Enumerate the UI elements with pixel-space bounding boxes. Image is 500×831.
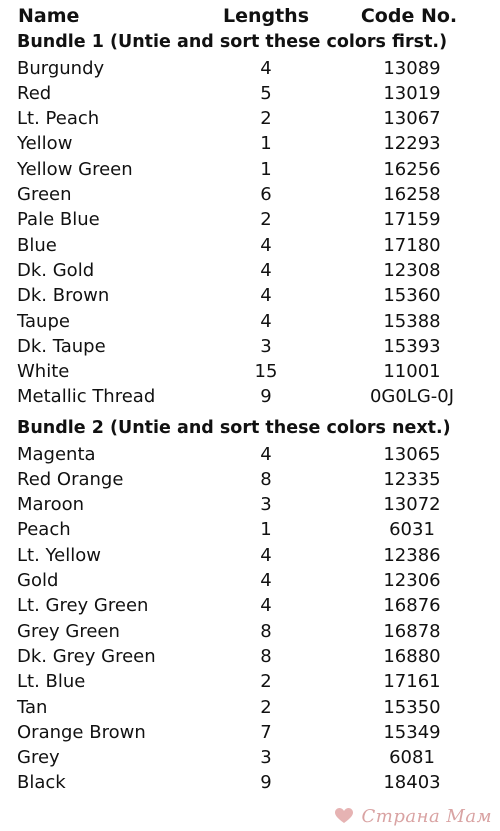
item-lengths: 4	[260, 544, 272, 566]
item-code: 13072	[383, 494, 441, 516]
list-item	[0, 619, 500, 644]
heart-icon	[335, 808, 353, 824]
item-lengths: 2	[260, 209, 272, 231]
item-code: 16256	[383, 158, 441, 180]
list-item	[0, 745, 500, 770]
header-lengths: Lengths	[222, 5, 310, 27]
item-name: Dk. Grey Green	[17, 645, 156, 667]
item-code: 6081	[389, 747, 435, 769]
list-item	[0, 695, 500, 720]
item-lengths: 8	[260, 620, 272, 642]
item-lengths: 1	[260, 158, 272, 180]
item-code: 12306	[383, 570, 441, 591]
item-name: Lt. Grey Green	[17, 595, 149, 617]
list-item	[0, 669, 500, 694]
item-name: Tan	[17, 696, 48, 718]
item-name: Blue	[17, 234, 57, 256]
item-name: Green	[17, 184, 72, 205]
item-code: 15388	[383, 310, 441, 332]
list-item	[0, 56, 500, 81]
item-lengths: 4	[260, 259, 272, 281]
item-code: 15350	[383, 696, 441, 718]
item-lengths: 6	[260, 184, 272, 205]
item-lengths: 9	[260, 772, 272, 794]
watermark-text: Страна Мам	[361, 806, 492, 827]
item-code: 15360	[383, 285, 441, 307]
list-item	[0, 644, 500, 669]
item-lengths: 8	[260, 645, 272, 667]
item-code: 18403	[383, 772, 441, 794]
item-code: 11001	[383, 361, 441, 383]
item-name: Red Orange	[17, 468, 124, 490]
list-item	[0, 207, 500, 232]
item-code: 15349	[383, 721, 441, 743]
list-item	[0, 720, 500, 745]
item-name: Grey Green	[17, 620, 120, 642]
watermark-logo	[335, 806, 492, 827]
item-name: Red	[17, 82, 52, 104]
item-code: 15393	[383, 335, 441, 357]
item-lengths: 4	[260, 443, 272, 465]
list-item	[0, 543, 500, 568]
list-item	[0, 258, 500, 283]
item-name: Maroon	[17, 494, 84, 516]
list-item	[0, 309, 500, 334]
item-lengths: 4	[260, 310, 272, 332]
item-name: Orange Brown	[17, 721, 146, 743]
item-name: Yellow	[17, 133, 73, 155]
item-lengths: 7	[260, 721, 272, 743]
item-name: Lt. Peach	[17, 108, 100, 130]
item-code: 12386	[383, 544, 441, 566]
item-code: 13067	[383, 108, 441, 130]
item-code: 16876	[383, 595, 441, 617]
item-name: Dk. Brown	[17, 285, 110, 307]
item-name: Grey	[17, 747, 60, 769]
list-item	[0, 359, 500, 384]
item-name: Metallic Thread	[17, 386, 156, 408]
header-code: Code No.	[360, 5, 458, 27]
item-lengths: 4	[260, 234, 272, 256]
item-lengths: 4	[260, 57, 272, 79]
bundle-1-title: Bundle 1 (Untie and sort these colors first.)	[17, 32, 448, 52]
list-item	[0, 517, 500, 542]
item-lengths: 2	[260, 696, 272, 718]
item-name: Gold	[17, 570, 59, 591]
item-code: 17159	[383, 209, 441, 231]
item-code: 17180	[383, 234, 441, 256]
item-name: Dk. Taupe	[17, 335, 106, 357]
item-lengths: 4	[260, 595, 272, 617]
list-item	[0, 492, 500, 517]
item-code: 13065	[383, 443, 441, 465]
list-item	[0, 770, 500, 795]
item-name: Yellow Green	[17, 158, 133, 180]
header-name: Name	[18, 5, 80, 27]
item-code: 16880	[383, 645, 441, 667]
item-name: Lt. Yellow	[17, 544, 101, 566]
list-item	[0, 384, 500, 409]
item-code: 12308	[383, 259, 441, 281]
item-code: 0G0LG-0J	[369, 386, 455, 408]
item-lengths: 2	[260, 108, 272, 130]
list-item	[0, 182, 500, 207]
item-lengths: 5	[260, 82, 272, 104]
item-name: Lt. Blue	[17, 671, 86, 693]
list-item	[0, 593, 500, 618]
list-item	[0, 467, 500, 492]
item-name: Peach	[17, 519, 71, 541]
item-name: Magenta	[17, 443, 96, 465]
item-code: 6031	[389, 519, 435, 541]
item-code: 16878	[383, 620, 441, 642]
item-code: 12293	[383, 133, 441, 155]
item-code: 17161	[383, 671, 441, 693]
item-name: Burgundy	[17, 57, 105, 79]
list-item	[0, 283, 500, 308]
list-item	[0, 233, 500, 258]
item-lengths: 8	[260, 468, 272, 490]
item-code: 13089	[383, 57, 441, 79]
item-lengths: 1	[260, 133, 272, 155]
item-name: Pale Blue	[17, 209, 100, 231]
item-name: Black	[17, 772, 66, 794]
list-item	[0, 106, 500, 131]
item-name: Taupe	[17, 310, 70, 332]
item-code: 13019	[383, 82, 441, 104]
table-header	[0, 4, 500, 29]
item-name: White	[17, 361, 70, 383]
item-lengths: 3	[260, 747, 272, 769]
item-lengths: 3	[260, 494, 272, 516]
list-item	[0, 442, 500, 467]
item-name: Dk. Gold	[17, 259, 95, 281]
list-item	[0, 568, 500, 593]
list-item	[0, 81, 500, 106]
item-lengths: 4	[260, 285, 272, 307]
item-lengths: 9	[260, 386, 272, 408]
item-lengths: 1	[260, 519, 272, 541]
item-lengths: 3	[260, 335, 272, 357]
item-lengths: 15	[254, 361, 278, 383]
list-item	[0, 157, 500, 182]
list-item	[0, 334, 500, 359]
item-code: 16258	[383, 184, 441, 205]
list-item	[0, 131, 500, 156]
bundle-2-title: Bundle 2 (Untie and sort these colors next.)	[17, 418, 451, 438]
item-lengths: 2	[260, 671, 272, 693]
item-code: 12335	[383, 468, 441, 490]
item-lengths: 4	[260, 570, 272, 591]
